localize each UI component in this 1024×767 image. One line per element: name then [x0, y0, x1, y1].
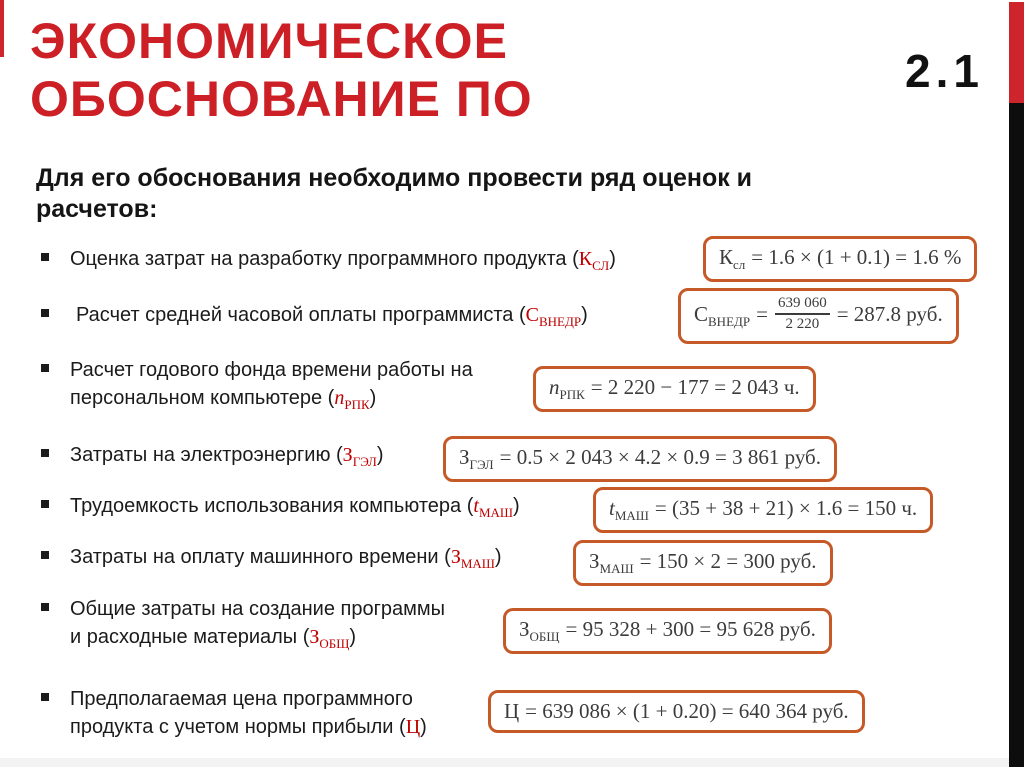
var-s-vnedr: $С_{ВНЕДР}$: [525, 304, 582, 329]
var-n-rpk: $n_{РПК}$: [334, 387, 370, 412]
slide-title-line1: ЭКОНОМИЧЕСКОЕ: [30, 13, 508, 69]
bullet-marker: [41, 603, 49, 611]
right-edge-bar-black: [1009, 103, 1024, 767]
bullet-marker: [41, 364, 49, 372]
intro-text: Для его обоснования необходимо провести ряд оценок и расчетов:: [36, 164, 753, 223]
bullet-marker: [41, 500, 49, 508]
var-k-sl: $К_{СЛ}$: [578, 248, 610, 273]
var-z-mash: $З_{МАШ}$: [450, 546, 495, 571]
right-edge-bar-red: [1009, 2, 1024, 103]
bullet-label-ksl: Оценка затрат на разработку программного продукта $(К_{СЛ})$: [70, 248, 616, 273]
bullet-marker: [41, 253, 49, 261]
formula-box-z-gel: $З_{ГЭЛ} = 0.5 \times 2$ 043 × 4.2 × 0.9 = 3 861 руб.: [443, 436, 837, 482]
bullet-label-price: Предполагаемая цена программного продукта с учетом нормы прибыли (Ц): [70, 688, 427, 738]
bullet-label-zgel: Затраты на электроэнергию $(З_{ГЭЛ})$: [70, 444, 384, 469]
slide-title: [30, 12, 910, 128]
bullet-label-nrpk: Расчет годового фонда времени работы на персональном компьютере $(n_{РПК})$: [70, 359, 473, 412]
slide-number: 2.1: [905, 45, 984, 97]
formula-box-z-mash: $З_{МАШ} = 150 \times 2 = 300$ руб.: [573, 540, 833, 586]
formula-box-s-vnedr: $С_{ВНЕДР}$ = $\frac{639 060}{2 220}$ = 287.8 руб.: [678, 288, 959, 344]
bullet-label-tmash: Трудоемкость использования компьютера $(t_{МАШ})$: [70, 495, 520, 520]
var-price: Ц: [405, 716, 421, 738]
formula-box-k-sl: $К_{сл} = 1.6 \times (1 + 0.1) = 1.6$ %: [703, 236, 977, 282]
bullet-label-svnedr: Расчет средней часовой оплаты программиста $(С_{ВНЕДР})$: [76, 304, 588, 329]
bullet-label-zmash: Затраты на оплату машинного времени $(З_{МАШ})$: [70, 546, 502, 571]
formula-box-t-mash: $t_{МАШ} = (35 + 38 + 21) \times 1.6 = 150$ ч.: [593, 487, 933, 533]
slide-title-line2: ОБОСНОВАНИЕ ПО: [30, 71, 533, 127]
bullet-marker: [41, 693, 49, 701]
formula-box-z-obsh: $З_{ОБЩ} = 95$ 328 + 300 = 95 628 руб.: [503, 608, 832, 654]
bullet-label-zobsh: Общие затраты на создание программы и расходные материалы $(З_{ОБЩ})$: [70, 598, 445, 651]
formula-box-n-rpk: $n_{РПК} = 2$ 220 − 177 = 2 043 ч.: [533, 366, 816, 412]
fraction: $\frac{639 060}{2 220}$: [775, 295, 830, 333]
bullet-marker: [41, 551, 49, 559]
footer-strip: [0, 758, 1009, 767]
formula-box-price: Ц = 639 086 × (1 + 0.20) = 640 364 руб.: [488, 690, 865, 733]
bullet-marker: [41, 449, 49, 457]
var-z-gel: $З_{ГЭЛ}$: [342, 444, 377, 469]
left-edge-accent: [0, 0, 4, 57]
var-t-mash: $t_{МАШ}$: [473, 495, 514, 520]
bullet-marker: [41, 309, 49, 317]
var-z-obsh: $З_{ОБЩ}$: [309, 626, 350, 651]
